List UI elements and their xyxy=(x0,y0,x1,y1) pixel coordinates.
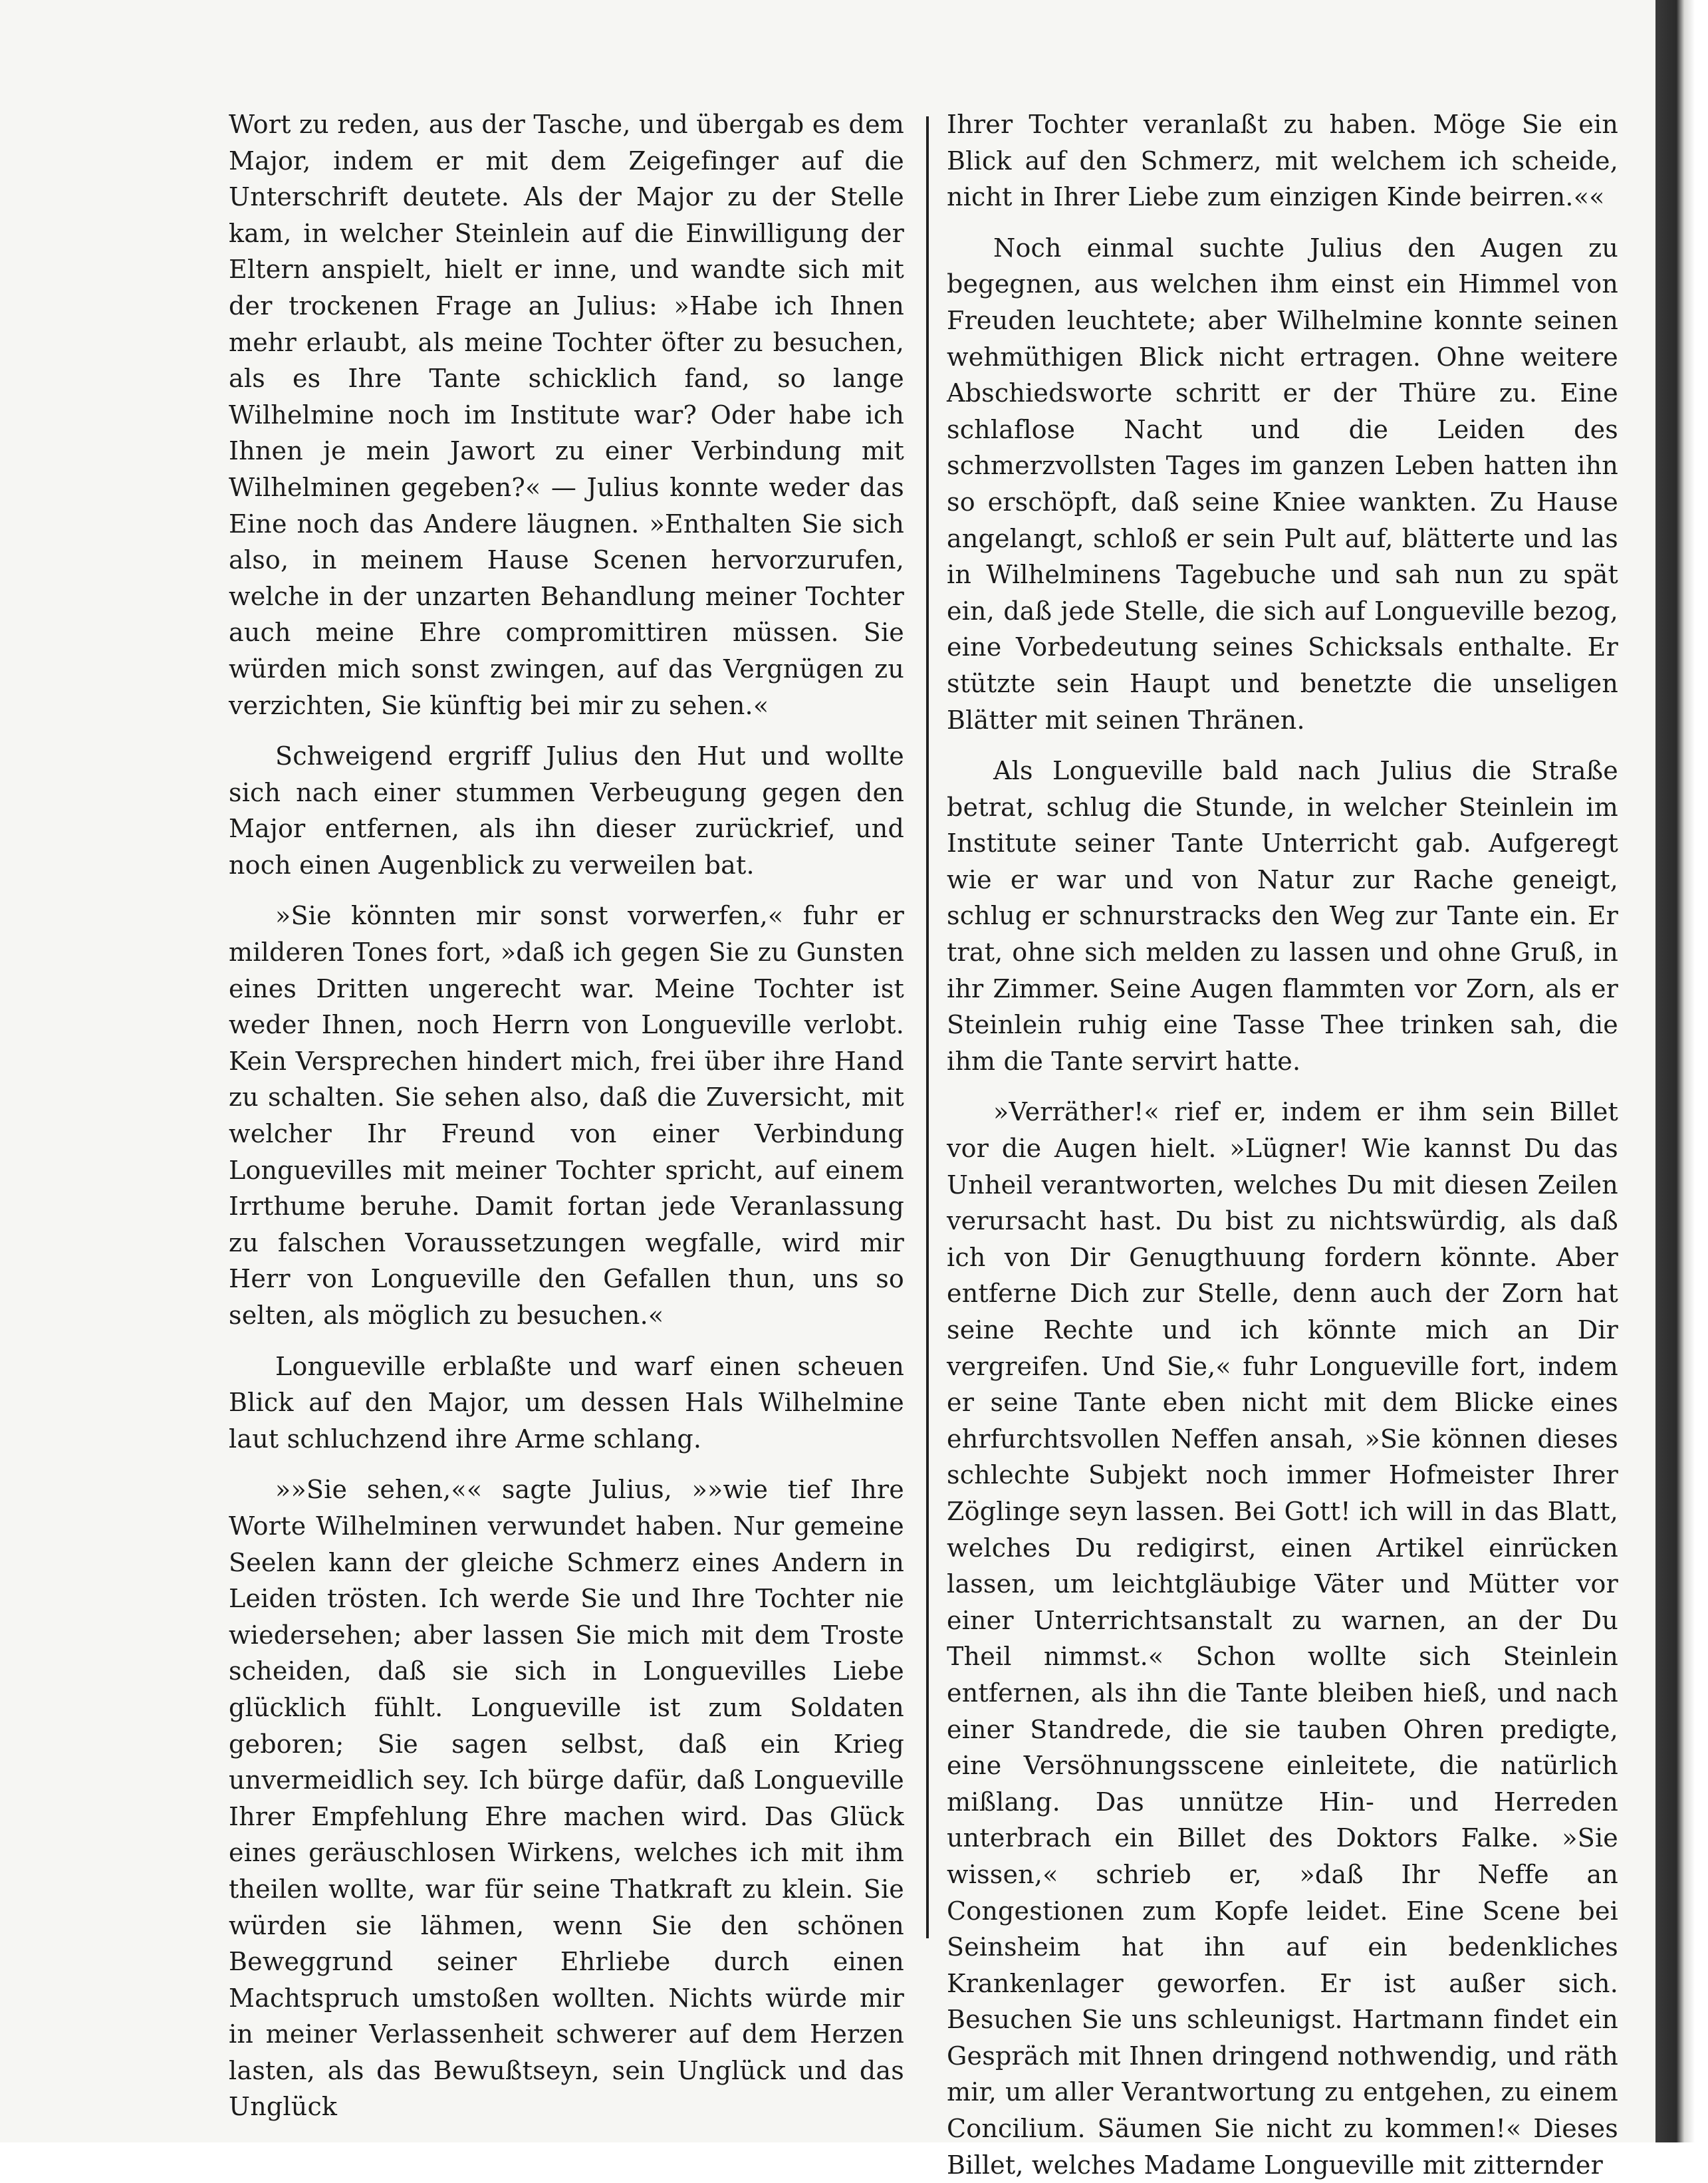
paragraph: »Verräther!« rief er, indem er ihm sein Billet vor die Augen hielt. »Lügner! Wie kannst Du das Unheil verantworten, welches Du mit diesen Zeilen verursacht hast. Du bist zu nichtswürdig, als daß ich von Dir Genugthuung fordern könnte. Aber entferne Dich zur Stelle, denn auch der Zorn hat seine Rechte und ich könnte mich an Dir vergreifen. Und Sie,« fuhr Longueville fort, indem er seine Tante eben nicht mit dem Blicke eines ehrfurchtsvollen Neffen ansah, »Sie können dieses schlechte Subjekt noch immer Hofmeister Ihrer Zöglinge seyn lassen. Bei Gott! ich will in das Blatt, welches Du redigirst, einen Artikel einrücken lassen, um leichtgläubige Väter und Mütter vor einer Unterrichtsanstalt zu warnen, an der Du Theil nimmst.« Schon wollte sich Steinlein entfernen, als ihn die Tante bleiben hieß, und nach einer Standrede, die sie tauben Ohren predigte, eine Versöhnungsscene einleitete, die natürlich mißlang. Das unnütze Hin- und Herreden unterbrach ein Billet des Doktors Falke. »Sie wissen,« schrieb er, »daß Ihr Neffe an Congestionen zum Kopfe leidet. Eine Scene bei Seinsheim hat ihn auf ein bedenkliches Krankenlager geworfen. Er ist außer sich. Besuchen Sie uns schleunigst. Hartmann findet ein Gespräch mit Ihnen dringend nothwendig, und räth mir, um aller Verantwortung zu entgehen, zu einem Concilium. Säumen Sie nicht zu kommen!« Dieses Billet, welches Madame Longueville mit zitternder xyxy=(947,1097,1618,2180)
paragraph: Noch einmal suchte Julius den Augen zu begegnen, aus welchen ihm einst ein Himmel von Freuden leuchtete; aber Wilhelmine konnte seinen wehmüthigen Blick nicht ertragen. Ohne weitere Abschiedsworte schritt er der Thüre zu. Eine schlaflose Nacht und die Leiden des schmerzvollsten Tages im ganzen Leben hatten ihn so erschöpft, daß seine Kniee wankten. Zu Hause angelangt, schloß er sein Pult auf, blätterte und las in Wilhelminens Tagebuche und sah nun zu spät ein, daß jede Stelle, die sich auf Longueville bezog, eine Vorbedeutung seines Schicksals enthalte. Er stützte sein Haupt und benetzte die unseligen Blätter mit seinen Thränen. xyxy=(947,233,1618,735)
page-edge-shadow xyxy=(1655,0,1708,2142)
paragraph: Schweigend ergriff Julius den Hut und wollte sich nach einer stummen Verbeugung gegen den Major entfernen, als ihn dieser zurückrief, und noch einen Augenblick zu verweilen bat. xyxy=(229,741,904,880)
paragraph: Longueville erblaßte und warf einen scheuen Blick auf den Major, um dessen Hals Wilhelmine laut schluchzend ihre Arme schlang. xyxy=(229,1351,904,1454)
paragraph: Wort zu reden, aus der Tasche, und übergab es dem Major, indem er mit dem Zeigefinger auf die Unterschrift deutete. Als der Major zu der Stelle kam, in welcher Steinlein auf die Einwilligung der Eltern anspielt, hielt er inne, und wandte sich mit der trockenen Frage an Julius: »Habe ich Ihnen mehr erlaubt, als meine Tochter öfter zu besuchen, als es Ihre Tante schicklich fand, so lange Wilhelmine noch im Institute war? Oder habe ich Ihnen je mein Jawort zu einer Verbindung mit Wilhelminen gegeben?« — Julius konnte weder das Eine noch das Andere läugnen. »Enthalten Sie sich also, in meinem Hause Scenen hervorzurufen, welche in der unzarten Behandlung meiner Tochter auch meine Ehre compromittiren müssen. Sie würden mich sonst zwingen, auf das Vergnügen zu verzichten, Sie künftig bei mir zu sehen.« xyxy=(229,110,904,720)
left-text-column xyxy=(229,106,904,2125)
paragraph: Ihrer Tochter veranlaßt zu haben. Möge Sie ein Blick auf den Schmerz, mit welchem ich scheide, nicht in Ihrer Liebe zum einzigen Kinde beirren.«« xyxy=(947,110,1618,212)
paragraph: »Sie könnten mir sonst vorwerfen,« fuhr er milderen Tones fort, »daß ich gegen Sie zu Gunsten eines Dritten ungerecht war. Meine Tochter ist weder Ihnen, noch Herrn von Longueville verlobt. Kein Versprechen hindert mich, frei über ihre Hand zu schalten. Sie sehen also, daß die Zuversicht, mit welcher Ihr Freund von einer Verbindung Longuevilles mit meiner Tochter spricht, auf einem Irrthume beruhe. Damit fortan jede Veranlassung zu falschen Voraussetzungen wegfalle, wird mir Herr von Longueville den Gefallen thun, uns so selten, als möglich zu besuchen.« xyxy=(229,901,904,1330)
column-divider xyxy=(926,116,929,1938)
right-text-column xyxy=(947,106,1618,2183)
paragraph: »»Sie sehen,«« sagte Julius, »»wie tief Ihre Worte Wilhelminen verwundet haben. Nur gemeine Seelen kann der gleiche Schmerz eines Andern in Leiden trösten. Ich werde Sie und Ihre Tochter nie wiedersehen; aber lassen Sie mich mit dem Troste scheiden, daß sie sich in Longuevilles Liebe glücklich fühlt. Longueville ist zum Soldaten geboren; Sie sagen selbst, daß ein Krieg unvermeidlich sey. Ich bürge dafür, daß Longueville Ihrer Empfehlung Ehre machen wird. Das Glück eines geräuschlosen Wirkens, welches ich mit ihm theilen wollte, war für seine Thatkraft zu klein. Sie würden sie lähmen, wenn Sie den schönen Beweggrund seiner Ehrliebe durch einen Machtspruch umstoßen wollten. Nichts würde mir in meiner Verlassenheit schwerer auf dem Herzen lasten, als das Bewußtseyn, sein Unglück und das Unglück xyxy=(229,1475,904,2122)
paragraph: Als Longueville bald nach Julius die Straße betrat, schlug die Stunde, in welcher Steinlein im Institute seiner Tante Unterricht gab. Aufgeregt wie er war und von Natur zur Rache geneigt, schlug er schnurstracks den Weg zur Tante ein. Er trat, ohne sich melden zu lassen und ohne Gruß, in ihr Zimmer. Seine Augen flammten vor Zorn, als er Steinlein ruhig eine Tasse Thee trinken sah, die ihm die Tante servirt hatte. xyxy=(947,756,1618,1076)
